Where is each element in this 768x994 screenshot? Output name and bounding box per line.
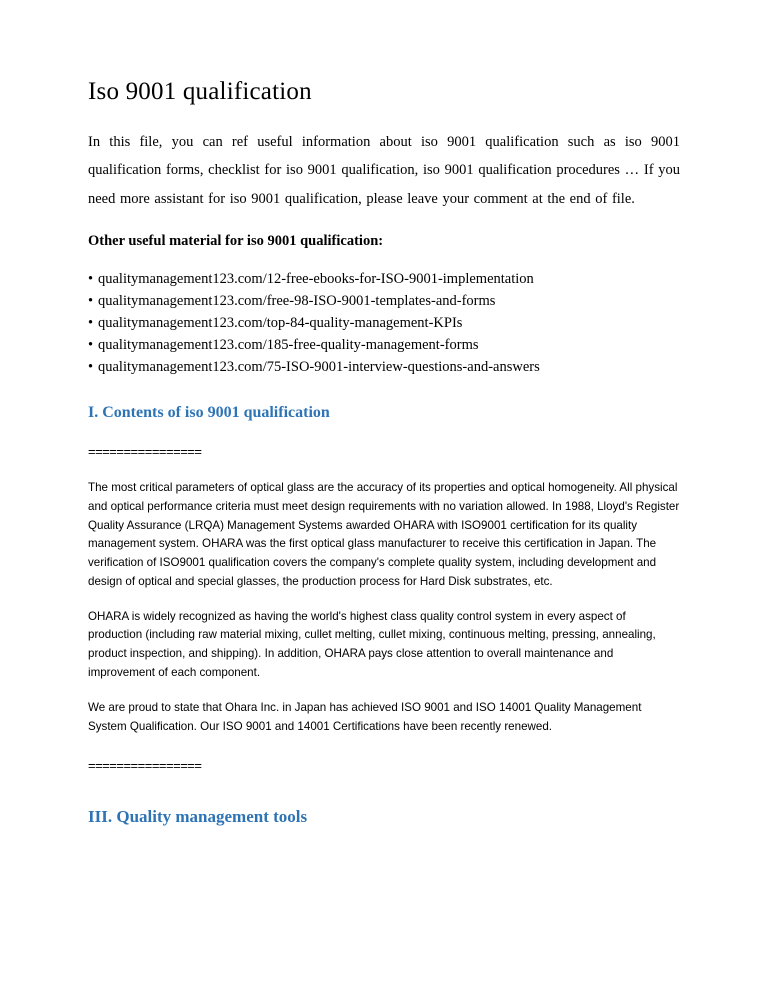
page-title: Iso 9001 qualification xyxy=(88,78,312,105)
list-item-label: qualitymanagement123.com/free-98-ISO-9001-templates-and-forms xyxy=(98,292,496,309)
divider-top: ================ xyxy=(88,443,202,459)
intro-paragraph: In this file, you can ref useful information about iso 9001 qualification such as iso 9001 qualification forms, checklist for iso 9001 qualification, iso 9001 qualification procedures … If you need more assistant for iso 9001 qualification, please leave your comment at the end of file. xyxy=(88,134,680,207)
list-item xyxy=(88,312,680,334)
list-item-label: qualitymanagement123.com/12-free-ebooks-for-ISO-9001-implementation xyxy=(98,270,534,287)
body-paragraph-3: We are proud to state that Ohara Inc. in Japan has achieved ISO 9001 and ISO 14001 Quality Management System Qualification. Our ISO 9001 and 14001 Certifications have been recently renewed. xyxy=(88,700,642,733)
list-item-label: qualitymanagement123.com/top-84-quality-management-KPIs xyxy=(98,314,463,331)
body-paragraph-2: OHARA is widely recognized as having the world's highest class quality control system in every aspect of production (including raw material mixing, cullet melting, cullet mixing, continuous melting, pressing, annealing, product inspection, and shipping). In addition, OHARA pays close attention to overall maintenance and improvement of each component. xyxy=(88,609,656,679)
section-heading-one: I. Contents of iso 9001 qualification xyxy=(88,403,330,421)
divider-bottom: ================ xyxy=(88,758,202,774)
bullet-icon: • xyxy=(88,314,94,331)
list-item xyxy=(88,356,680,378)
list-item xyxy=(88,334,680,356)
list-item xyxy=(88,290,680,312)
other-material-label: Other useful material for iso 9001 qualification: xyxy=(88,232,384,249)
bullet-icon: • xyxy=(88,270,94,287)
bullet-icon: • xyxy=(88,358,94,375)
bullet-icon: • xyxy=(88,336,94,353)
section-heading-three: III. Quality management tools xyxy=(88,807,308,827)
spacer xyxy=(88,793,680,807)
list-item-label: qualitymanagement123.com/185-free-quality-management-forms xyxy=(98,336,479,353)
body-paragraph-1: The most critical parameters of optical glass are the accuracy of its properties and optical homogeneity. All physical and optical performance criteria must meet design requirements with no variation allowed. In 1988, Lloyd's Register Quality Assurance (LRQA) Management Systems awarded OHARA with ISO9001 certification for its quality management system. OHARA was the first optical glass manufacturer to receive this certification in Japan. The verification of ISO9001 qualification covers the company's complete quality system, including development and design of optical and special glasses, the production process for Hard Disk substrates, etc. xyxy=(88,480,680,588)
bullet-icon: • xyxy=(88,292,94,309)
list-item xyxy=(88,268,680,290)
list-item-label: qualitymanagement123.com/75-ISO-9001-interview-questions-and-answers xyxy=(98,358,540,375)
resource-link-list xyxy=(88,268,680,378)
